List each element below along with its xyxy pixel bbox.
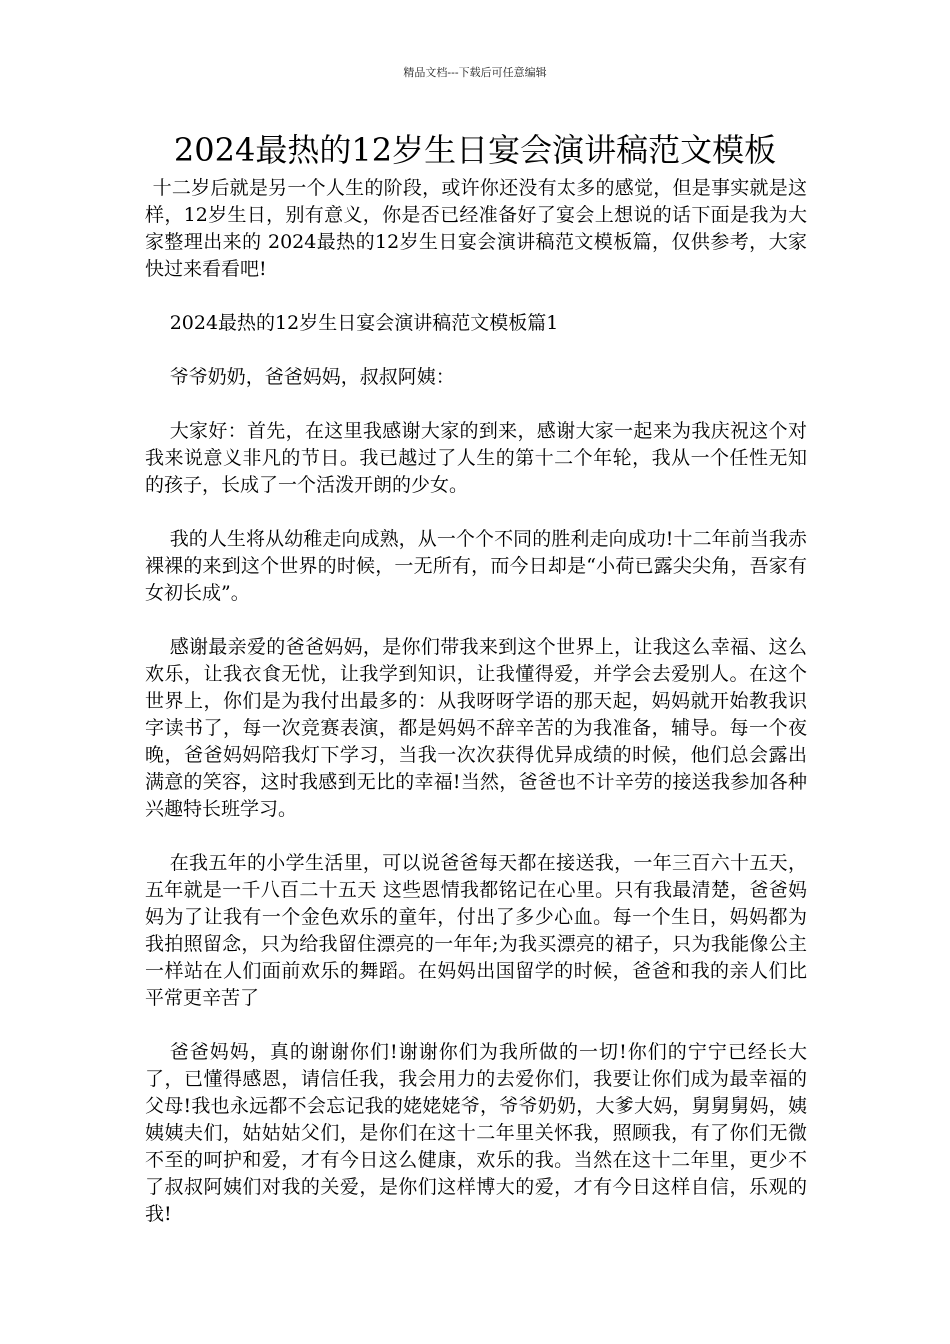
document-body	[145, 175, 807, 1255]
section-heading: 2024最热的12岁生日宴会演讲稿范文模板篇1	[169, 312, 559, 334]
body-paragraph: 感谢最亲爱的爸爸妈妈，是你们带我来到这个世界上，让我这么幸福、这么欢乐，让我衣食无忧，让我学到知识，让我懂得爱，并学会去爱别人。在这个世界上，你们是为我付出最多的：从我呀呀学语的那天起，妈妈就开始教我识字读书了，每一次竞赛表演，都是妈妈不辞辛苦的为我准备，辅导。每一个夜晚，爸爸妈妈陪我灯下学习，当我一次次获得优异成绩的时候，他们总会露出满意的笑容，这时我感到无比的幸福!当然，爸爸也不计辛劳的接送我参加各种兴趣特长班学习。	[145, 636, 807, 820]
body-paragraph: 大家好：首先，在这里我感谢大家的到来，感谢大家一起来为我庆祝这个对我来说意义非凡的节日。我已越过了人生的第十二个年轮，我从一个任性无知的孩子，长成了一个活泼开朗的少女。	[145, 420, 807, 496]
document-title: 2024最热的12岁生日宴会演讲稿范文模板	[173, 131, 777, 169]
page-header: 精品文档---下载后可任意编辑	[403, 66, 547, 79]
intro-paragraph: 十二岁后就是另一个人生的阶段，或许你还没有太多的感觉，但是事实就是这样，12岁生日，别有意义，你是否已经准备好了宴会上想说的话下面是我为大家整理出来的 2024最热的12岁生日宴会演讲稿范文模板篇，仅供参考，大家快过来看看吧!	[145, 177, 807, 280]
body-paragraph: 爸爸妈妈，真的谢谢你们!谢谢你们为我所做的一切!你们的宁宁已经长大了，已懂得感恩，请信任我，我会用力的去爱你们，我要让你们成为最幸福的父母!我也永远都不会忘记我的姥姥姥爷，爷爷奶奶，大爹大妈，舅舅舅妈，姨姨姨夫们，姑姑姑父们，是你们在这十二年里关怀我，照顾我，有了你们无微不至的呵护和爱，才有今日这么健康，欢乐的我。当然在这十二年里，更少不了叔叔阿姨们对我的关爱，是你们这样博大的爱，才有今日这样自信，乐观的我!	[145, 1041, 807, 1225]
body-paragraph: 在我五年的小学生活里，可以说爸爸每天都在接送我，一年三百六十五天，五年就是一千八百二十五天 这些恩情我都铭记在心里。只有我最清楚，爸爸妈妈为了让我有一个金色欢乐的童年，付出了多少心血。每一个生日，妈妈都为我拍照留念，只为给我留住漂亮的一年年;为我买漂亮的裙子，只为我能像公主一样站在人们面前欢乐的舞蹈。在妈妈出国留学的时候，爸爸和我的亲人们比平常更辛苦了	[145, 852, 807, 1009]
body-paragraph: 我的人生将从幼稚走向成熟，从一个个不同的胜利走向成功!十二年前当我赤裸裸的来到这个世界的时候，一无所有，而今日却是“小荷已露尖尖角，吾家有女初长成”。	[145, 528, 807, 604]
greeting-line: 爷爷奶奶，爸爸妈妈，叔叔阿姨：	[169, 366, 455, 388]
